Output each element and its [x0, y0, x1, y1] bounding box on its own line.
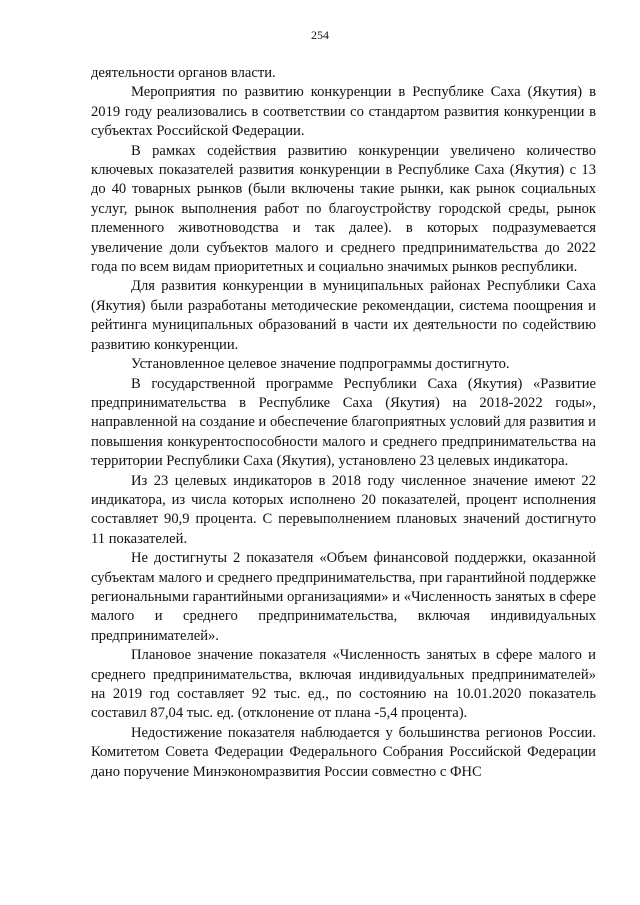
- paragraph-unmet-indicators: Не достигнуты 2 показателя «Объем финансовой поддержки, оказанной субъектам малого и среднего предпринимательства, при гарантийной поддержке региональными гарантийными организациями» и «Численность занятых в сфере малого и среднего предпринимательства, включая индивидуальных предпринимателей».: [91, 550, 596, 644]
- paragraph-key-indicators: В рамках содействия развитию конкуренции увеличено количество ключевых показателей развития конкуренции в Республике Саха (Якутия) с 13 до 40 товарных рынков (были включены такие рынки, как рынок социальных услуг, рынок выполнения работ по благоустройству городской среды, рынок племенного животноводства и так далее). в которых подразумевается увеличение доли субъектов малого и среднего предпринимательства до 2022 года по всем видам приоритетных и социально значимых рынков республики.: [91, 142, 596, 276]
- paragraph-continuation: деятельности органов власти.: [91, 65, 276, 81]
- page-number: 254: [311, 28, 329, 42]
- paragraph-underperformance: Недостижение показателя наблюдается у большинства регионов России. Комитетом Совета Федерации Федерального Собрания Российской Федерации дано поручение Минэкономразвития России совместно с ФНС: [91, 724, 596, 780]
- paragraph-state-program: В государственной программе Республики Саха (Якутия) «Развитие предпринимательства в Республике Саха (Якутия) на 2018-2022 годы», направленной на создание и обеспечение благоприятных условий для развития и повышения конкурентоспособности малого и среднего предпринимательства на территории Республики Саха (Якутия), установлено 23 целевых индикатора.: [91, 375, 596, 470]
- paragraph-employment-value: Плановое значение показателя «Численность занятых в сфере малого и среднего предпринимательства, включая индивидуальных предпринимателей» на 2019 год составляет 92 тыс. ед., по состоянию на 10.01.2020 показатель составил 87,04 тыс. ед. (отклонение от плана -5,4 процента).: [91, 647, 596, 722]
- paragraph-competition-measures: Мероприятия по развитию конкуренции в Республике Саха (Якутия) в 2019 году реализовались в соответствии со стандартом развития конкуренции в субъектах Российской Федерации.: [91, 84, 596, 140]
- paragraph-target-achieved: Установленное целевое значение подпрограммы достигнуто.: [131, 356, 510, 373]
- paragraph-indicator-results: Из 23 целевых индикаторов в 2018 году численное значение имеют 22 индикатора, из числа которых исполнено 20 показателей, процент исполнения составляет 90,9 процента. С перевыполнением плановых значений достигнуто 11 показателей.: [91, 472, 596, 547]
- paragraph-municipal-development: Для развития конкуренции в муниципальных районах Республики Саха (Якутия) были разработаны методические рекомендации, система поощрения и рейтинга муниципальных образований в части их деятельности по содействию развитию конкуренции.: [91, 278, 596, 353]
- document-body: [91, 64, 596, 782]
